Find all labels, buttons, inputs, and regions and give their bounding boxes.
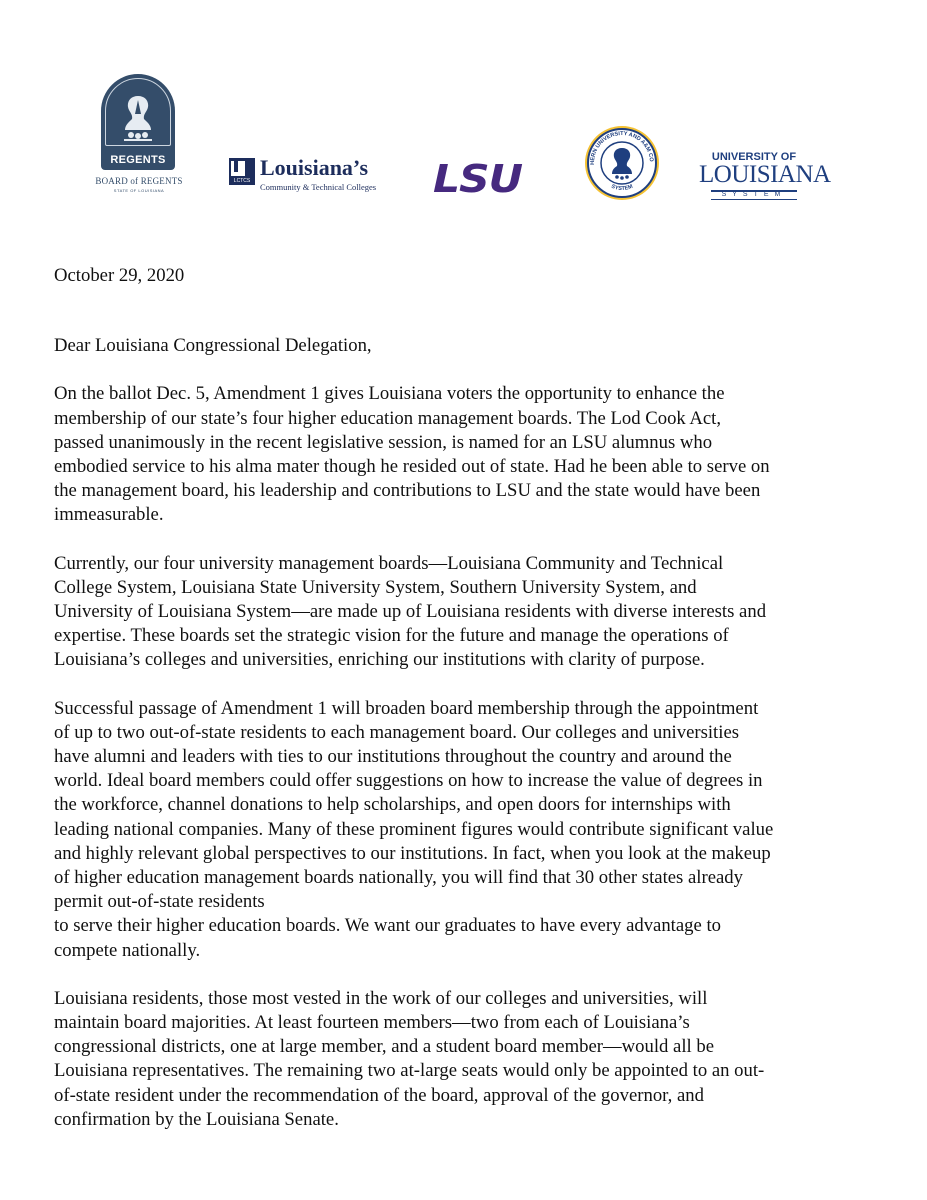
lctcs-mark-icon: LCTCS <box>229 158 255 185</box>
paragraph-line: the workforce, channel donations to help scholarships, and open doors for internships with <box>54 794 731 816</box>
paragraph-line: of up to two out-of-state residents to each management board. Our colleges and universities <box>54 721 740 743</box>
paragraph-line: world. Ideal board members could offer suggestions on how to increase the value of degrees in <box>54 770 763 792</box>
paragraph-line: passed unanimously in the recent legislative session, is named for an LSU alumnus who <box>54 431 713 453</box>
paragraph-line: embodied service to his alma mater though he resided out of state. Had he been able to serve on <box>54 456 770 478</box>
paragraph-line: have alumni and leaders with ties to our institutions throughout the country and around the <box>54 746 732 768</box>
lctcs-logo <box>229 155 399 194</box>
paragraph-line: and highly relevant global perspectives to our institutions. In fact, when you look at the makeup <box>54 842 771 864</box>
lctcs-tagline: Community & Technical Colleges <box>260 182 377 192</box>
lsu-logo: LSU <box>433 157 522 201</box>
letter-paragraphs <box>54 382 874 1132</box>
southern-seal-icon <box>583 124 661 202</box>
svg-text:SOUTHERN UNIVERSITY AND A&M CO: HERN UNIVERSITY AND A&M CO <box>589 130 655 165</box>
uls-system-text: SYSTEM <box>721 191 787 198</box>
letter-paragraph <box>54 382 874 527</box>
letter-paragraph <box>54 697 874 963</box>
board-of-regents-logo <box>88 74 190 196</box>
regents-subcaption: STATE OF LOUISIANA <box>113 188 165 193</box>
pelican-icon <box>119 92 157 144</box>
letter-body <box>54 264 874 1156</box>
paragraph-line: University of Louisiana System—are made up of Louisiana residents with diverse interests and <box>54 601 767 623</box>
uls-top-text: UNIVERSITY OF <box>711 151 797 163</box>
letter-salutation: Dear Louisiana Congressional Delegation, <box>54 335 372 357</box>
paragraph-line: membership of our state’s four higher education management boards. The Lod Cook Act, <box>54 407 722 429</box>
southern-university-seal <box>583 124 661 202</box>
paragraph-line: compete nationally. <box>54 939 201 961</box>
paragraph-line: immeasurable. <box>54 504 164 526</box>
paragraph-line: Currently, our four university management boards—Louisiana Community and Technical <box>54 552 724 574</box>
paragraph-line: Louisiana representatives. The remaining two at-large seats would only be appointed to an out- <box>54 1060 765 1082</box>
regents-caption: BOARD of REGENTS <box>95 176 183 186</box>
regents-plate: REGENTS <box>110 154 166 166</box>
paragraph-line: congressional districts, one at large member, and a student board member—would all be <box>54 1036 715 1058</box>
lctcs-name: Louisiana’s <box>260 155 369 180</box>
paragraph-line: leading national companies. Many of these prominent figures would contribute significant value <box>54 818 774 840</box>
paragraph-line: the management board, his leadership and contributions to LSU and the state would have been <box>54 480 761 502</box>
regents-arch-emblem <box>101 74 175 170</box>
paragraph-line: confirmation by the Louisiana Senate. <box>54 1108 339 1130</box>
paragraph-line: maintain board majorities. At least fourteen members—two from each of Louisiana’s <box>54 1012 690 1034</box>
paragraph-line: College System, Louisiana State University System, Southern University System, and <box>54 576 697 598</box>
letter-paragraph <box>54 987 874 1132</box>
paragraph-line: Successful passage of Amendment 1 will broaden board membership through the appointment <box>54 697 759 719</box>
letterhead-logos <box>0 0 927 215</box>
paragraph-line: of-state resident under the recommendation of the board, approval of the governor, and <box>54 1084 704 1106</box>
paragraph-line: to serve their higher education boards. We want our graduates to have every advantage to <box>54 915 722 937</box>
letter-date: October 29, 2020 <box>54 265 185 286</box>
paragraph-line: Louisiana’s colleges and universities, enriching our institutions with clarity of purpose. <box>54 649 705 671</box>
svg-text:SYSTEM: SYSTEM <box>610 183 634 193</box>
paragraph-line: permit out-of-state residents <box>54 891 265 913</box>
ul-system-logo <box>699 151 831 199</box>
paragraph-line: expertise. These boards set the strategic vision for the future and manage the operations of <box>54 625 729 647</box>
uls-wordmark: LOUISIANA <box>699 161 831 188</box>
paragraph-line: On the ballot Dec. 5, Amendment 1 gives Louisiana voters the opportunity to enhance the <box>54 383 725 405</box>
paragraph-line: Louisiana residents, those most vested in the work of our colleges and universities, will <box>54 987 708 1009</box>
paragraph-line: of higher education management boards nationally, you will find that 30 other states already <box>54 867 743 889</box>
letter-paragraph <box>54 552 874 673</box>
